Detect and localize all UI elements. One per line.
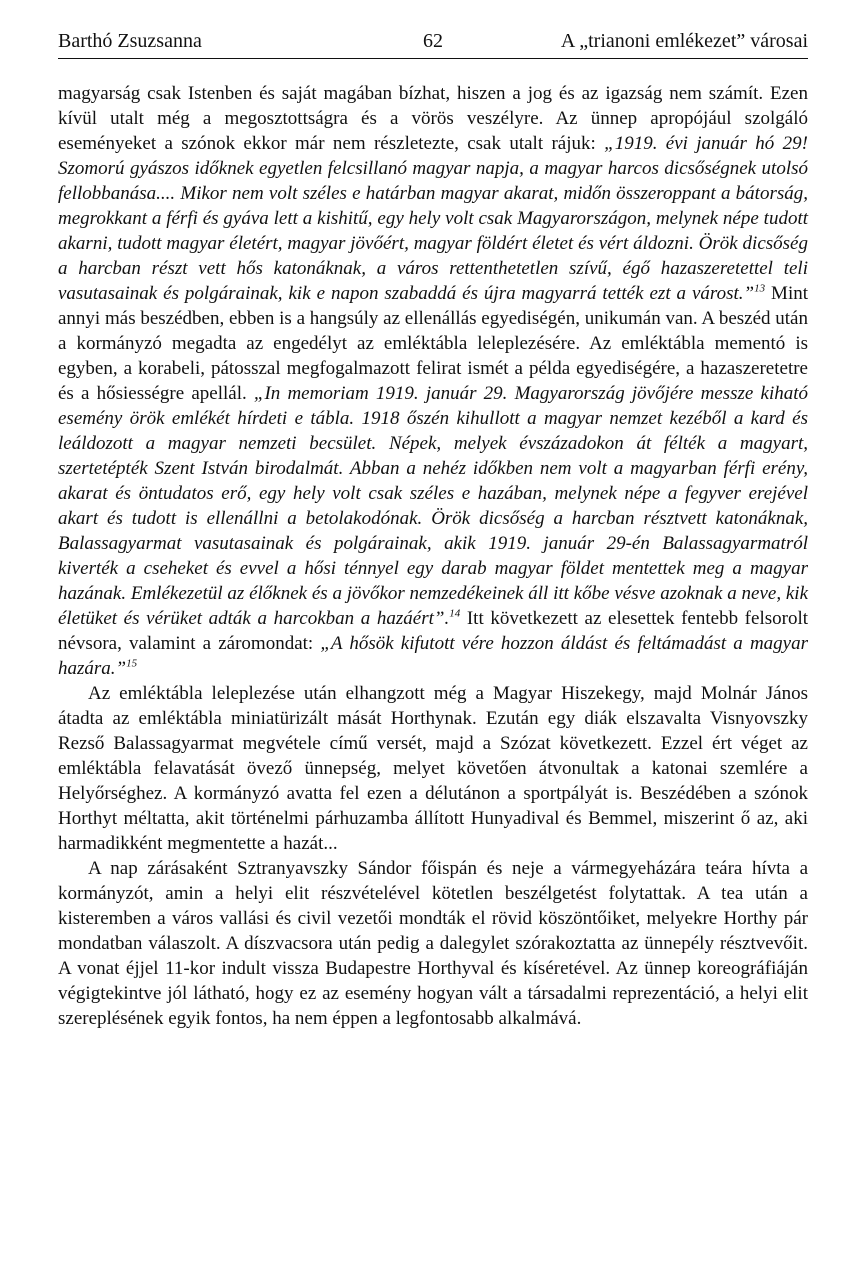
footnote-ref-13: 13 [754, 282, 766, 295]
footnote-ref-15: 15 [126, 657, 138, 670]
body-text [58, 81, 808, 1031]
quote-plaque-inscription: „In memoriam 1919. január 29. Magyarország jövőjére messze kiható esemény örök emlékét hírdeti e tábla. 1918 őszén kihullott a magyar nemzet kezéből a kard és leáldozott a magyar nemzeti becsület. Népek, melyek évszázadokon át félték a magyart, szertetépték Szent István birodalmát. Abban a nehéz időkben nem volt a magyarban férfi erény, akarat és öntudatos erő, egy hely volt csak széles e hazában, melynek népe a fegyver erejével akart és tudott is ellenállni a betolakodónak. Örök dicsőség a harcban résztvett katonáknak, Balassagyarmat vasutasainak és polgárainak, akik 1919. január 29-én Balassagyarmatról kiverték a cseheket és evvel a hősi ténnyel egy darab magyar földet mentettek meg a magyar hazának. Emlékezetül az élőknek és a jövőkor nemzedékeinek áll itt kőbe vésve azoknak a neve, kik életüket és vérüket adták a harcokban a hazáért”. [58, 383, 809, 629]
paragraph-1-text-a: magyarság csak Istenben és saját magában bízhat, hiszen a jog és az igazság nem számít. Ezen kívül utalt még a megosztottságra és a vörös veszélyre. Az ünnep apropójául szolgáló eseményeket a szónok ekkor már nem részletezte, csak utalt rájuk: [58, 83, 808, 154]
header-chapter-title: A „trianoni emlékezet” városai [560, 30, 808, 52]
page-number: 62 [423, 30, 443, 52]
paragraph-1 [58, 81, 808, 681]
paragraph-1-text-b: Mint annyi más beszédben, ebben is a hangsúly az ellenállás egyediségén, unikumán van. A beszéd után a kormányzó megadta az engedélyt az emléktábla leleplezésére. Az emléktábla mementó is egyben, a korabeli, pátosszal megfogalmazott felirat ismét a példa egyediségére, a hazaszeretetre és a hősiességre apellál. [58, 283, 809, 404]
book-page [58, 30, 808, 1031]
paragraph-1-text-c: Itt következett az elesettek fentebb felsorolt névsora, valamint a záromondat: [58, 608, 808, 654]
quote-closing-sentence: „A hősök kifutott vére hozzon áldást és feltámadást a magyar hazára.” [58, 633, 808, 679]
header-author: Barthó Zsuzsanna [58, 30, 202, 52]
paragraph-2: Az emléktábla leleplezése után elhangzott még a Magyar Hiszekegy, majd Molnár János átadta az emléktábla miniatürizált mását Horthynak. Ezután egy diák elszavalta Visnyovszky Rezső Balassagyarmat megvétele című versét, majd a Szózat következett. Ezzel ért véget az emléktábla felavatását övező ünnepség, melyet követően átvonultak a katonai szemlére a Helyőrséghez. A kormányzó avatta fel ezen a délutánon a sportpályát is. Beszédében a szónok Horthyt méltatta, akit történelmi párhuzamba állított Hunyadival és Bemmel, miszerint ő az, aki harmadikként megmentette a hazát... [58, 683, 808, 854]
footnote-ref-14: 14 [449, 607, 461, 620]
quote-speech: „1919. évi január hó 29! Szomorú gyászos időknek egyetlen felcsillanó magyar napja, a magyar harcos dicsőségnek utolsó fellobbanása.... Mikor nem volt széles e határban magyar akarat, midőn összeroppant a bátorság, megrokkant a férfi és gyáva lett a kishitű, egy hely volt csak Magyarországon, melynek népe tudott akarni, tudott magyar életért, magyar jövőért, magyar földért életet és vért áldozni. Örök dicsőség a harcban részt vett hős katonáknak, a város rettenthetetlen szívű, égő hazaszeretettel teli vasutasainak és polgárainak, kik e napon szabaddá és újra magyarrá tették ezt a várost.” [58, 133, 808, 304]
paragraph-3: A nap zárásaként Sztranyavszky Sándor főispán és neje a vármegyeházára teára hívta a kormányzót, amin a helyi elit részvételével kötetlen beszélgetést folytattak. A tea után a kisteremben a város vallási és civil vezetői mondták el rövid köszöntőiket, melyekre Horthy pár mondatban válaszolt. A díszvacsora után pedig a dalegylet szórakoztatta az ünnepély résztvevőit. A vonat éjjel 11-kor indult vissza Budapestre Horthyval és kíséretével. Az ünnep koreográfiáján végigtekintve jól látható, hogy ez az esemény hogyan vált a társadalmi reprezentáció, a helyi elit szereplésének egyik fontos, ha nem éppen a legfontosabb alkalmává. [58, 858, 808, 1029]
running-header [58, 30, 808, 59]
